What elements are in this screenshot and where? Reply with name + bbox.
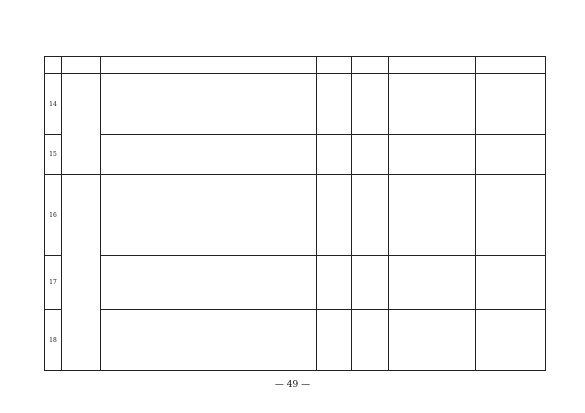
row-main-unit: [389, 135, 476, 175]
row-main-unit: [389, 74, 476, 135]
row-assist-unit: [476, 135, 546, 175]
row-deadline: [317, 74, 352, 135]
table-row: [45, 256, 546, 310]
row-main-unit: [389, 175, 476, 256]
row-deadline: [317, 256, 352, 310]
row-focus: [62, 175, 101, 371]
header-main-unit: [389, 57, 476, 74]
row-no: 17: [45, 256, 62, 310]
table-row: [45, 310, 546, 371]
row-no: 14: [45, 74, 62, 135]
row-deadline: [317, 135, 352, 175]
row-assist-unit: [476, 256, 546, 310]
row-main-unit: [389, 310, 476, 371]
table-row: [45, 175, 546, 256]
row-focus: [62, 74, 101, 175]
table-header-row: [45, 57, 546, 74]
row-lead: [352, 74, 389, 135]
task-table: [44, 56, 546, 371]
row-lead: [352, 256, 389, 310]
header-focus: [62, 57, 101, 74]
table-row: [45, 135, 546, 175]
row-no: 16: [45, 175, 62, 256]
row-lead: [352, 135, 389, 175]
header-lead: [352, 57, 389, 74]
row-lead: [352, 310, 389, 371]
row-no: 18: [45, 310, 62, 371]
row-no: 15: [45, 135, 62, 175]
row-main-unit: [389, 256, 476, 310]
row-deadline: [317, 310, 352, 371]
row-assist-unit: [476, 175, 546, 256]
row-measure: [101, 74, 317, 135]
row-deadline: [317, 175, 352, 256]
row-measure: [101, 310, 317, 371]
row-assist-unit: [476, 74, 546, 135]
row-measure: [101, 135, 317, 175]
row-measure: [101, 256, 317, 310]
row-lead: [352, 175, 389, 256]
header-assist-unit: [476, 57, 546, 74]
row-assist-unit: [476, 310, 546, 371]
page-number: — 49 —: [274, 380, 311, 390]
row-measure: [101, 175, 317, 256]
table-row: [45, 74, 546, 135]
header-deadline: [317, 57, 352, 74]
header-measure: [101, 57, 317, 74]
header-no: [45, 57, 62, 74]
